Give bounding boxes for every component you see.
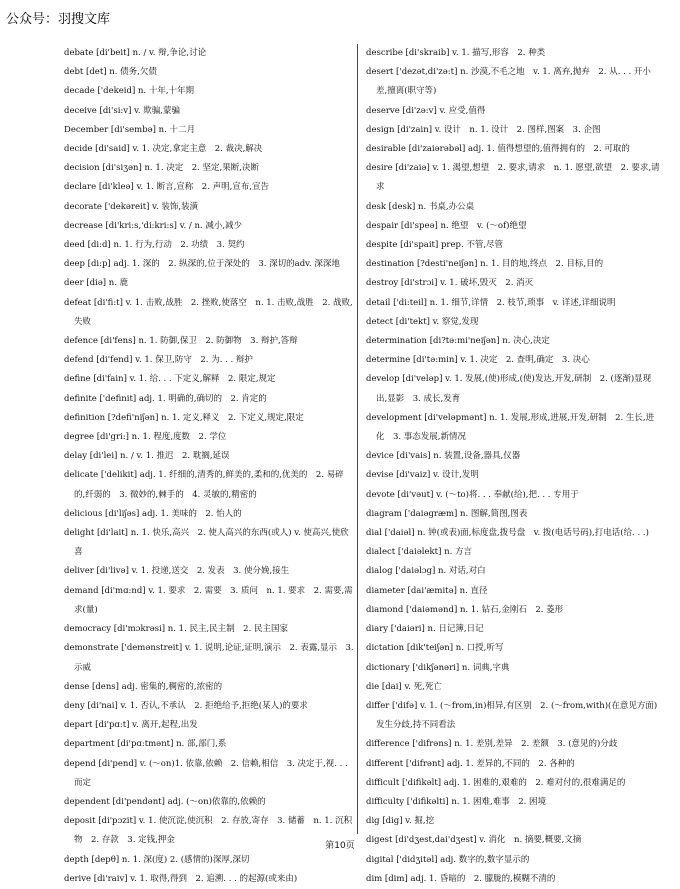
dictionary-entry: development [di'veləpmənt] n. 1. 发展,形成,进展,开发,研制 2. 生长,进化 3. 事态发展,新情况 <box>366 412 655 443</box>
dictionary-entry: devote [di'vəut] v. (～to)将. . . 奉献(给),把. . . 专用于 <box>366 489 579 500</box>
dictionary-entry: debt [det] n. 债务,欠债 <box>64 67 157 78</box>
dictionary-entry: delay [di'lei] n. / v. 1. 推迟 2. 耽搁,延误 <box>64 451 230 462</box>
dictionary-entry: degree [di'gri:] n. 1. 程度,度数 2. 学位 <box>64 432 227 443</box>
dictionary-entry: delicious [di'liʃəs] adj. 1. 美味的 2. 怡人的 <box>64 508 242 519</box>
dictionary-entry: declare [di'kleə] v. 1. 断言,宣称 2. 声明,宣布,宣告 <box>64 182 270 193</box>
dictionary-entry: dialect ['daiəlekt] n. 方言 <box>366 547 472 558</box>
dictionary-entry: dense [dens] adj. 密集的,稠密的,浓密的 <box>64 681 223 692</box>
dictionary-entry: demonstrate ['demənstreit] v. 1. 说明,论证,证明,演示 2. 表露,显示 3. 示威 <box>64 643 354 673</box>
dictionary-entry: dim [dim] adj. 1. 昏暗的 2. 朦胧的,模糊不清的 <box>366 873 556 884</box>
dictionary-entry: detect [di'tekt] v. 察觉,发现 <box>366 316 479 327</box>
dictionary-entry: deer [diə] n. 鹿 <box>64 278 129 289</box>
dictionary-entry: determination [di?tə:mi'neiʃən] n. 决心,决定 <box>366 336 550 347</box>
dictionary-entry: depend [di'pend] v. (～on)1. 依靠,依赖 2. 信赖,相信 3. 决定于,视. . . 而定 <box>64 758 348 788</box>
dictionary-entry: decade ['dekeid] n. 十年,十年期 <box>64 86 195 97</box>
dictionary-entry: dial ['daiəl] n. 钟(或表)面,标度盘,拨号盘 v. 拨(电话号码),打电话(给. . .) <box>366 528 649 539</box>
dictionary-entry: desert ['dezət,di'zə:t] n. 沙漠,不毛之地 v. 1. 离弃,抛弃 2. 从. . . 开小差,擅离(职守等) <box>366 67 651 97</box>
dictionary-entry: develop [di'veləp] v. 1. 发展,(使)形成,(使)发达,开发,研制 2. (逐渐)显现出,显影 3. 成长,发育 <box>366 374 652 404</box>
dictionary-entry: depart [di'pɑ:t] v. 离开,起程,出发 <box>64 720 198 731</box>
dictionary-entry: department [di'pɑ:tmənt] n. 部,部门,系 <box>64 739 227 750</box>
dictionary-entry: destroy [di'strɔi] v. 1. 破坏,毁灭 2. 消灭 <box>366 278 534 289</box>
dictionary-entry: different ['difrənt] adj. 1. 差异的,不同的 2. 各种的 <box>366 758 575 769</box>
dictionary-entry: decide [di'said] v. 1. 决定,拿定主意 2. 裁决,解决 <box>64 144 263 155</box>
dictionary-entry: digital ['didʒitəl] adj. 数字的,数字显示的 <box>366 854 530 865</box>
dictionary-entry: decrease [di'kri:s,'di:kri:s] v. / n. 减小,减少 <box>64 220 243 231</box>
dictionary-entry: debate [di'beit] n. / v. 辩,争论,讨论 <box>64 48 207 58</box>
dictionary-entry: demand [di'mɑ:nd] v. 1. 要求 2. 需要 3. 质问 n. 1. 要求 2. 需要,需求(量) <box>64 585 353 615</box>
dictionary-entry: detail ['di:teil] n. 1. 细节,详情 2. 枝节,琐事 v. 详述,详细说明 <box>366 297 616 308</box>
dictionary-entry: decorate ['dekəreit] v. 装饰,装潢 <box>64 201 199 212</box>
column-divider <box>357 44 358 834</box>
dictionary-entry: desire [di'zaiə] v. 1. 渴望,想望 2. 要求,请求 n. 1. 愿望,欲望 2. 要求,请求 <box>366 163 660 193</box>
page-number: 第10页 <box>325 841 355 851</box>
dictionary-entry: device [di'vais] n. 装置,设备,器具,仪器 <box>366 451 521 462</box>
dictionary-entry: dig [dig] v. 掘,挖 <box>366 816 435 827</box>
dictionary-entry: difference ['difrəns] n. 1. 差别,差异 2. 差额 3. (意见的)分歧 <box>366 739 618 750</box>
dictionary-entry: die [dai] v. 死,死亡 <box>366 681 442 692</box>
dictionary-entry: deny [di'nai] v. 1. 否认,不承认 2. 拒绝给予,拒绝(某人)的要求 <box>64 700 308 711</box>
dictionary-entry: digest [di'dʒest,dai'dʒest] v. 消化 n. 摘要,概要,文摘 <box>366 835 582 846</box>
left-column <box>64 44 354 889</box>
dictionary-entry: deposit [di'pɔzit] v. 1. 使沉淀,使沉积 2. 存放,寄存 3. 储蓄 n. 1. 沉积物 2. 存款 3. 定钱,押金 <box>64 816 353 846</box>
dictionary-entry: devise [di'vaiz] v. 设计,发明 <box>366 470 479 481</box>
dictionary-entry: deed [di:d] n. 1. 行为,行动 2. 功绩 3. 契约 <box>64 240 245 251</box>
dictionary-entry: despair [di'speə] n. 绝望 v. (～of)绝望 <box>366 220 527 231</box>
dictionary-entry: deceive [di'si:v] v. 欺骗,蒙骗 <box>64 105 180 116</box>
dictionary-entry: diary ['daiəri] n. 日记簿,日记 <box>366 624 484 635</box>
dictionary-entry: delight [di'lait] n. 1. 快乐,高兴 2. 使人高兴的东西(或人) v. 使高兴,使欣喜 <box>64 528 349 558</box>
dictionary-entry: desirable [di'zaiərəbəl] adj. 1. 值得想望的,值得拥有的 2. 可取的 <box>366 144 630 155</box>
dictionary-entry: differ ['difə] v. 1. (～from,in)相异,有区别 2. (～from,with)(在意见方面)发生分歧,持不同看法 <box>366 700 658 731</box>
dictionary-entry: deliver [di'livə] v. 1. 投递,送交 2. 发表 3. 使分娩,接生 <box>64 566 290 577</box>
dictionary-entry: despite [di'spait] prep. 不管,尽管 <box>366 240 504 251</box>
dictionary-entry: diagram ['daiəgræm] n. 图解,简图,图表 <box>366 508 528 519</box>
dictionary-entry: democracy [di'mɔkrəsi] n. 1. 民主,民主制 2. 民主国家 <box>64 624 288 635</box>
dictionary-entry: define [di'fain] v. 1. 给. . . 下定义,解释 2. 限定,规定 <box>64 374 276 385</box>
dictionary-entry: destination [?desti'neiʃən] n. 1. 目的地,终点 2. 目标,目的 <box>366 259 604 270</box>
dictionary-entry: definite ['definit] adj. 1. 明确的,确切的 2. 肯定的 <box>64 393 267 404</box>
dictionary-entry: dependent [di'pendənt] adj. (～on)依靠的,依赖的 <box>64 796 266 807</box>
dictionary-entry: diameter [dai'æmitə] n. 直径 <box>366 585 488 596</box>
right-column <box>366 44 662 889</box>
dictionary-entry: December [di'sembə] n. 十二月 <box>64 124 196 135</box>
dictionary-entry: describe [di'skraib] v. 1. 描写,形容 2. 种类 <box>366 48 546 58</box>
dictionary-entry: defence [di'fens] n. 1. 防御,保卫 2. 防御物 3. 辩护,答辩 <box>64 336 298 347</box>
dictionary-entry: derive [di'raiv] v. 1. 取得,得到 2. 追溯. . . 的起源(或来由) <box>64 873 298 884</box>
dictionary-entry: delicate ['delikit] adj. 1. 纤细的,清秀的,鲜美的,柔和的,优美的 2. 易碎的,纤弱的 3. 微妙的,棘手的 4. 灵敏的,精密的 <box>64 470 344 500</box>
dictionary-entry: deep [di:p] adj. 1. 深的 2. 纵深的,位于深处的 3. 深切的adv. 深深地 <box>64 259 340 270</box>
dictionary-entry: definition [?defi'niʃən] n. 1. 定义,释义 2. 下定义,规定,限定 <box>64 412 304 423</box>
dictionary-entry: diamond ['daiəmənd] n. 1. 钻石,金刚石 2. 菱形 <box>366 604 564 615</box>
dictionary-entry: depth [depθ] n. 1. 深(度) 2. (感情的)深厚,深切 <box>64 854 250 865</box>
dictionary-entry: difficulty ['difikəlti] n. 1. 困难,难事 2. 困境 <box>366 796 547 807</box>
dictionary-entry: decision [di'siʒən] n. 1. 决定 2. 坚定,果断,决断 <box>64 163 259 174</box>
dictionary-entry: dictation [dik'teiʃən] n. 口授,听写 <box>366 643 504 654</box>
dictionary-entry: design [di'zain] v. 设计 n. 1. 设计 2. 图样,图案 3. 企图 <box>366 124 601 135</box>
dictionary-entry: deserve [di'zə:v] v. 应受,值得 <box>366 105 486 116</box>
page-header: 公众号：羽搜文库 <box>6 12 111 27</box>
dictionary-entry: dictionary ['dikʃənəri] n. 词典,字典 <box>366 662 510 673</box>
dictionary-entry: dialog ['daiəlɔg] n. 对话,对白 <box>366 566 486 577</box>
dictionary-entry: difficult ['difikəlt] adj. 1. 困难的,艰难的 2. 难对付的,很难满足的 <box>366 777 626 788</box>
dictionary-entry: determine [di'tə:min] v. 1. 决定 2. 查明,确定 3. 决心 <box>366 355 590 366</box>
dictionary-entry: defeat [di'fi:t] v. 1. 击败,战胜 2. 挫败,使落空 n. 1. 击败,战胜 2. 战败,失败 <box>64 297 353 327</box>
dictionary-entry: defend [di'fend] v. 1. 保卫,防守 2. 为. . . 辩护 <box>64 355 253 366</box>
dictionary-entry: desk [desk] n. 书桌,办公桌 <box>366 201 475 212</box>
